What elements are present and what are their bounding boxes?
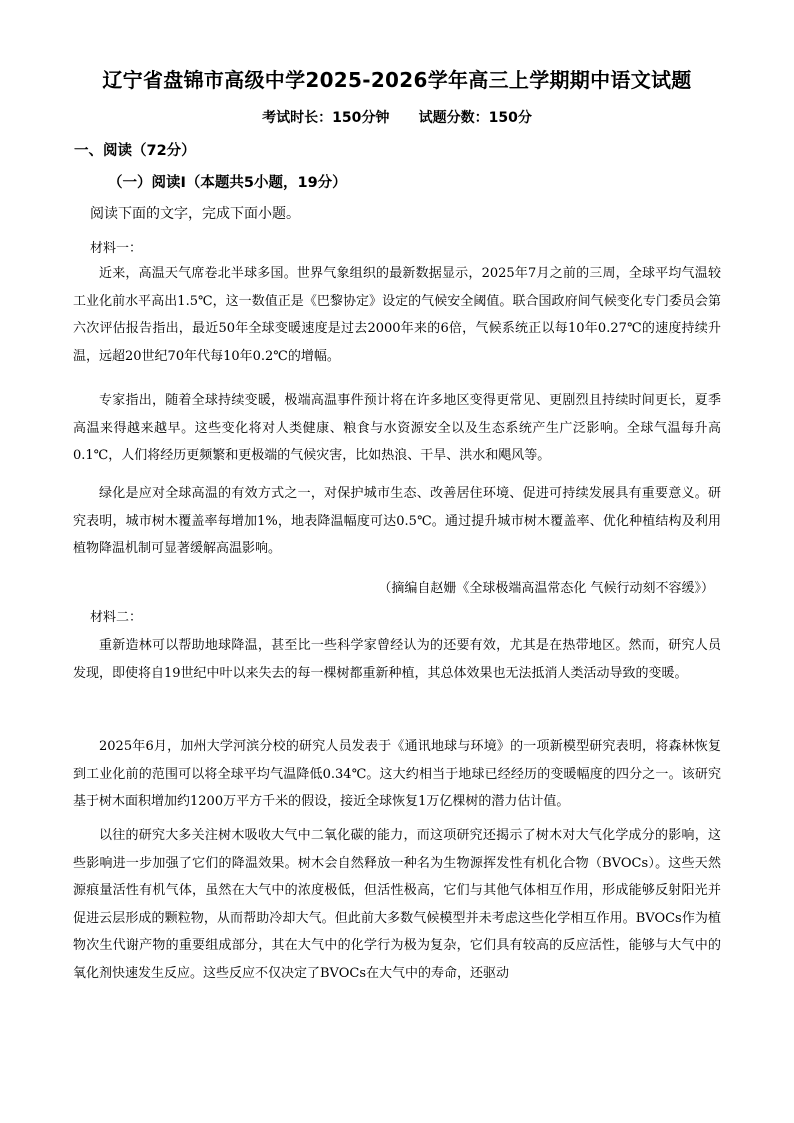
material1-paragraph: 近来，高温天气席卷北半球多国。世界气象组织的最新数据显示，2025年7月之前的三周，全球平均气温较工业化前水平高出1.5℃，这一数值正是《巴黎协定》设定的气候安全阈值。联合国政府间气候变化专门委员会第六次评估报告指出，最近50年全球变暖速度是过去2000年来的6倍，气候系统正以每10年0.27℃的速度持续升温，远超20世纪70年代每10年0.2℃的增幅。 — [73, 266, 721, 364]
material1-paragraph: 绿化是应对全球高温的有效方式之一，对保护城市生态、改善居住环境、促进可持续发展具有重要意义。研究表明，城市树木覆盖率每增加1%，地表降温幅度可达0.5℃。通过提升城市树木覆盖率、优化种植结构及利用植物降温机制可显著缓解高温影响。 — [73, 486, 721, 557]
reading-instruction: 阅读下面的文字，完成下面小题。 — [90, 206, 300, 222]
material2-paragraph: 以往的研究大多关注树木吸收大气中二氧化碳的能力，而这项研究还揭示了树木对大气化学成分的影响，这些影响进一步加强了它们的降温效果。树木会自然释放一种名为生物源挥发性有机化合物（BVOCs）。这些天然源痕量活性有机气体，虽然在大气中的浓度极低，但活性极高，它们与其他气体相互作用，形成能够反射阳光并促进云层形成的颗粒物，从而帮助冷却大气。但此前大多数气候模型并未考虑这些化学相互作用。BVOCs作为植物次生代谢产物的重要组成部分，其在大气中的化学行为极为复杂，它们具有较高的反应活性，能够与大气中的氧化剂快速发生反应。这些反应不仅决定了BVOCs在大气中的寿命，还驱动 — [73, 828, 721, 981]
exam-subtitle: 考试时长：150分钟 试题分数：150分 — [262, 110, 532, 126]
material2-paragraph: 2025年6月，加州大学河滨分校的研究人员发表于《通讯地球与环境》的一项新模型研究表明，将森林恢复到工业化前的范围可以将全球平均气温降低0.34℃。这大约相当于地球已经经历的变暖幅度的四分之一。该研究基于树木面积增加约1200万平方千米的假设，接近全球恢复1万亿棵树的潜力估计值。 — [73, 739, 721, 810]
part-heading: （一）阅读Ⅰ（本题共5小题，19分） — [108, 175, 347, 191]
material2-paragraph: 重新造林可以帮助地球降温，甚至比一些科学家曾经认为的还要有效，尤其是在热带地区。然而，研究人员发现，即使将自19世纪中叶以来失去的每一棵树都重新种植，其总体效果也无法抵消人类活动导致的变暖。 — [73, 638, 721, 681]
material2-label: 材料二： — [90, 610, 143, 625]
exam-title: 辽宁省盘锦市高级中学2025-2026学年高三上学期期中语文试题 — [102, 68, 692, 92]
material1-paragraph: 专家指出，随着全球持续变暖，极端高温事件预计将在许多地区变得更常见、更剧烈且持续时间更长，夏季高温来得越来越早。这些变化将对人类健康、粮食与水资源安全以及生态系统产生广泛影响。全球气温每升高0.1℃，人们将经历更频繁和更极端的气候灾害，比如热浪、干旱、洪水和飓风等。 — [73, 393, 721, 464]
material1-label: 材料一： — [90, 241, 143, 256]
material1-source: （摘编自赵姗《全球极端高温常态化 气候行动刻不容缓》） — [378, 581, 714, 596]
section-heading: 一、阅读（72分） — [74, 143, 196, 159]
